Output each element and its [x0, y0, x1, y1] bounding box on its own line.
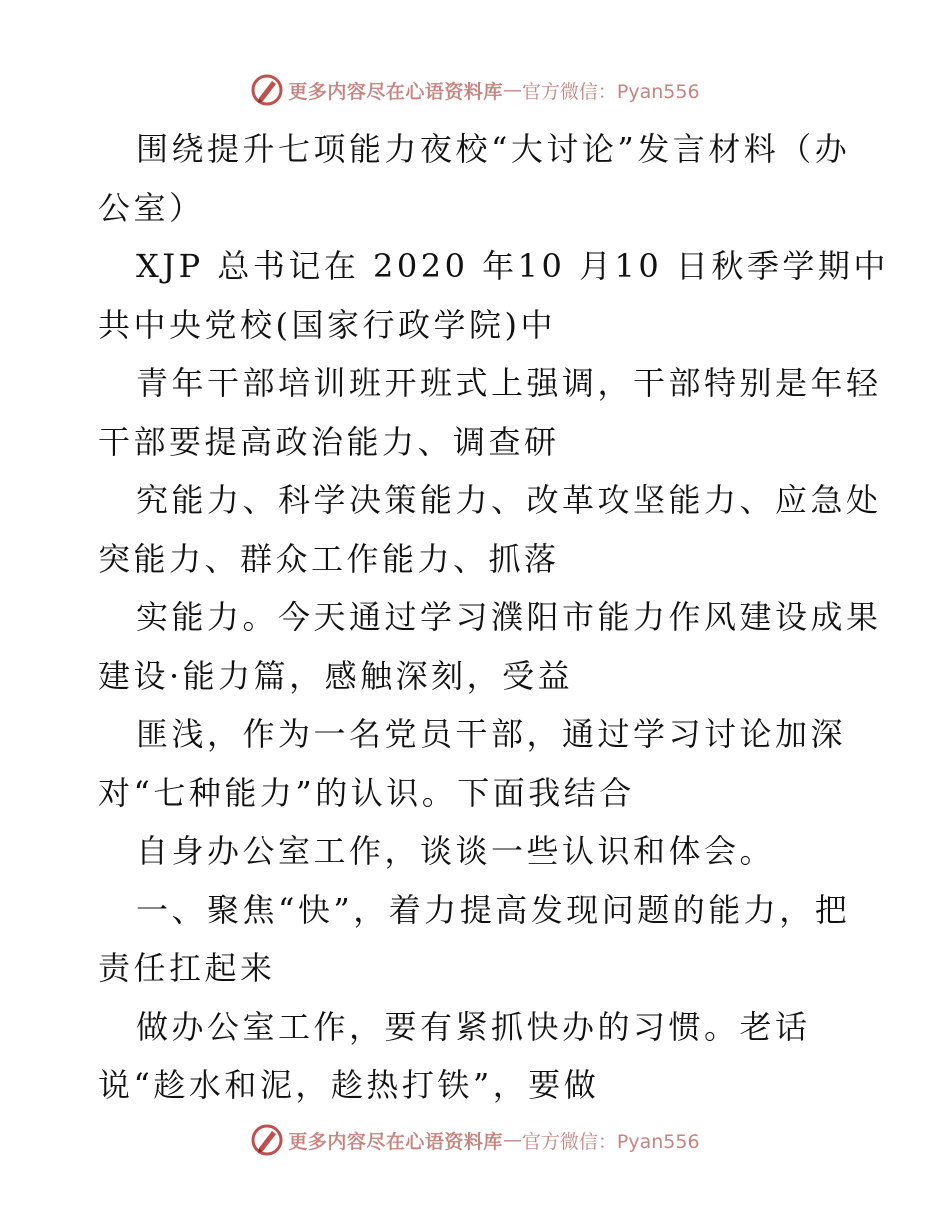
text-line: 干部要提高政治能力、调查研: [98, 422, 560, 461]
text-line: 说“趁水和泥，趁热打铁”，要做: [98, 1066, 600, 1104]
pen-logo-icon: [250, 1123, 284, 1157]
document-body: [98, 120, 889, 1115]
text-line: 一、聚焦“快”，着力提高发现问题的能力，把: [136, 890, 851, 929]
text-line: 对“七种能力”的认识。下面我结合: [98, 773, 635, 812]
text-line: 究能力、科学决策能力、改革攻坚能力、应急处: [136, 481, 882, 519]
watermark-separator: —: [502, 79, 522, 101]
watermark-wechat-text: 官方微信：Pyan556: [521, 1130, 700, 1153]
text-line: 责任扛起来: [98, 949, 276, 987]
watermark-wechat-text: 官方微信：Pyan556: [521, 80, 700, 103]
pen-logo-icon: [250, 73, 284, 107]
text-line: 突能力、群众工作能力、抓落: [98, 539, 560, 578]
footer-watermark: [0, 1120, 950, 1160]
text-line: 公室）: [98, 188, 205, 227]
text-line: 做办公室工作，要有紧抓快办的习惯。老话: [136, 1007, 811, 1046]
text-line: 青年干部培训班开班式上强调，干部特别是年轻: [136, 364, 882, 402]
text-line: 建设·能力篇，感触深刻，受益: [98, 656, 574, 695]
text-line: 自身办公室工作，谈谈一些认识和体会。: [136, 832, 776, 870]
text-line: XJP 总书记在 2020 年10 月10 日秋季学期中: [136, 247, 889, 285]
watermark-separator: —: [502, 1129, 522, 1151]
text-line: 共中央党校(国家行政学院)中: [98, 305, 556, 344]
text-line: 匪浅，作为一名党员干部，通过学习讨论加深: [136, 715, 847, 753]
text-line: 围绕提升七项能力夜校“大讨论”发言材料（办: [136, 130, 851, 168]
header-watermark: [0, 70, 950, 110]
text-line: 实能力。今天通过学习濮阳市能力作风建设成果: [136, 598, 882, 636]
watermark-main-text: 更多内容尽在心语资料库: [288, 80, 503, 103]
watermark-main-text: 更多内容尽在心语资料库: [288, 1130, 503, 1153]
